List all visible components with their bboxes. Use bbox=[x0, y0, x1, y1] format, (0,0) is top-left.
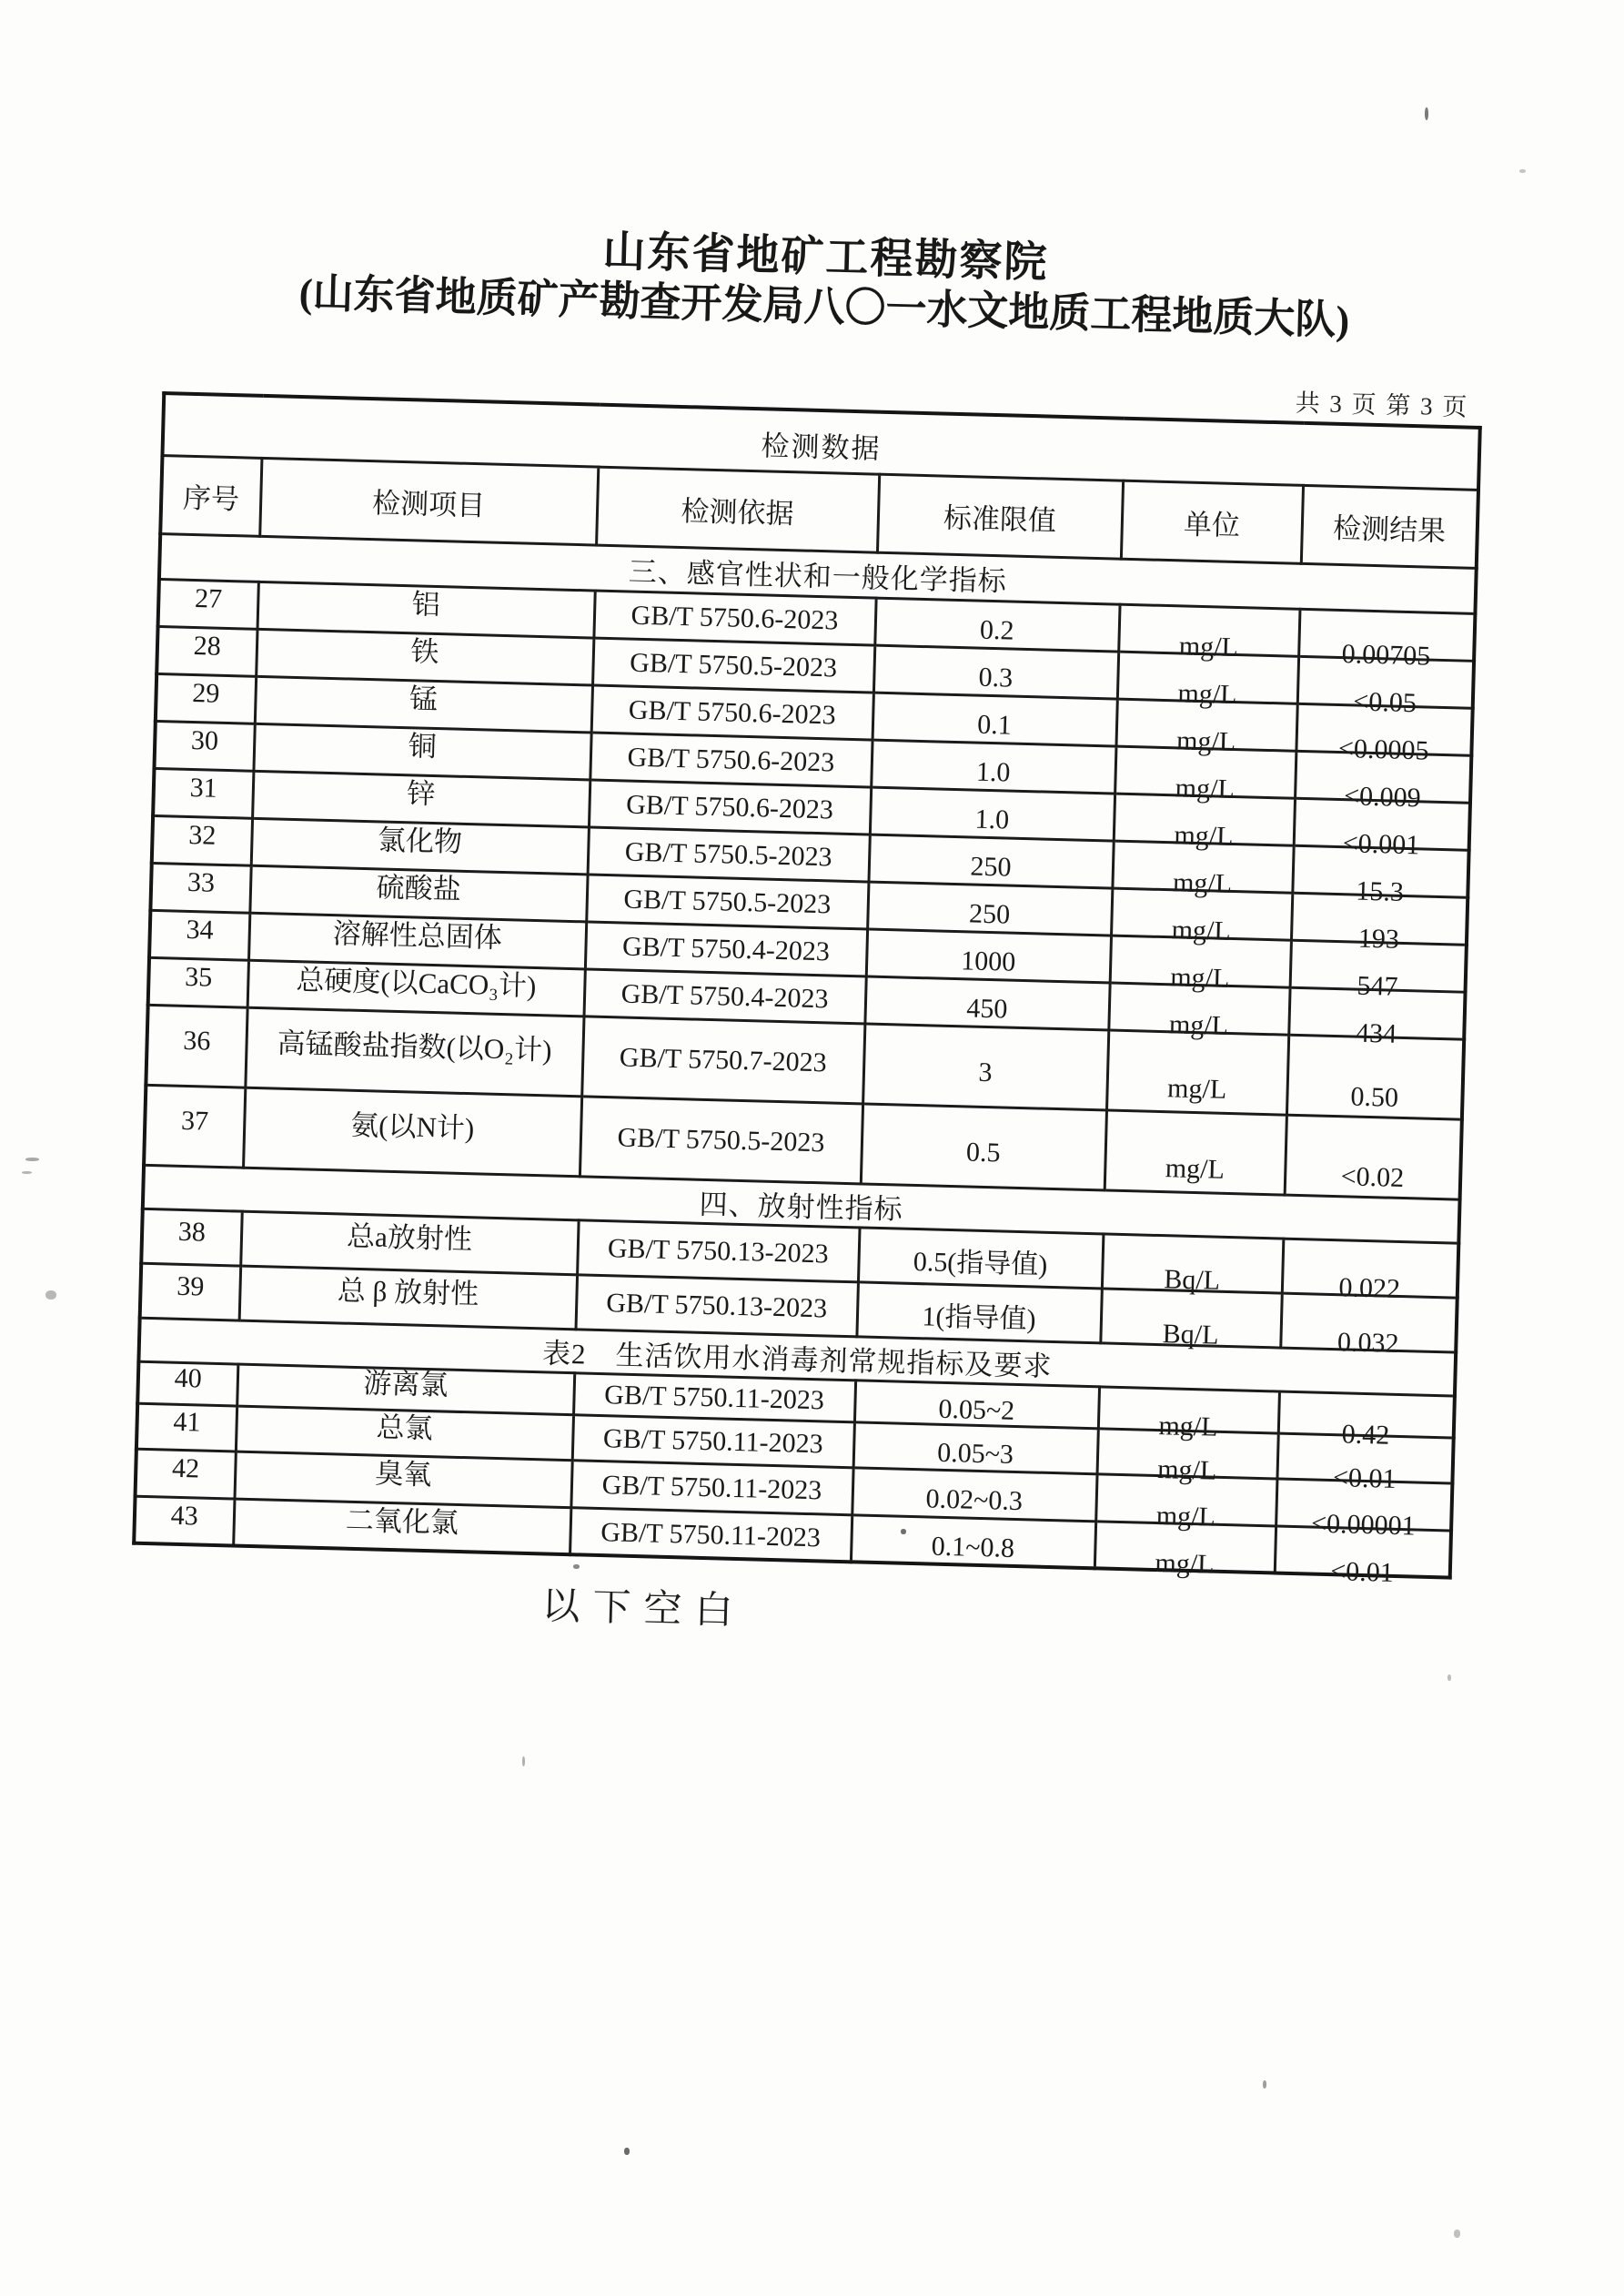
cell-text: 铜 bbox=[408, 730, 438, 764]
section-label: 表2 生活饮用水消毒剂常规指标及要求 bbox=[138, 1318, 1456, 1396]
cell-text: 434 bbox=[1355, 1017, 1397, 1049]
cell-no bbox=[136, 1449, 236, 1499]
cell-unit bbox=[1098, 1387, 1279, 1442]
scan-speck bbox=[624, 2148, 630, 2155]
cell-text: 锰 bbox=[409, 683, 439, 716]
scan-speck bbox=[25, 1158, 39, 1161]
cell-text: <0.0005 bbox=[1337, 733, 1429, 766]
cell-text: mg/L bbox=[1169, 962, 1230, 995]
scan-speck bbox=[1519, 169, 1526, 173]
cell-text: GB/T 5750.11-2023 bbox=[603, 1380, 825, 1416]
cell-text: 0.2 bbox=[979, 614, 1014, 646]
cell-method bbox=[590, 733, 872, 787]
cell-method bbox=[573, 1373, 855, 1422]
cell-unit bbox=[1100, 1289, 1282, 1348]
cell-limit bbox=[856, 1282, 1101, 1343]
cell-result bbox=[1298, 609, 1475, 672]
cell-text: 43 bbox=[170, 1500, 199, 1532]
scan-speck bbox=[522, 1756, 525, 1766]
cell-method bbox=[585, 922, 867, 976]
cell-text: <0.05 bbox=[1352, 686, 1417, 719]
cell-text: 0.3 bbox=[978, 662, 1014, 693]
cell-text: 28 bbox=[193, 631, 222, 662]
cell-no bbox=[137, 1361, 237, 1406]
cell-method bbox=[593, 591, 875, 645]
cell-no bbox=[158, 579, 258, 629]
cell-text: 1.0 bbox=[975, 756, 1011, 788]
cell-text: GB/T 5750.4-2023 bbox=[620, 978, 829, 1015]
cell-method bbox=[589, 780, 871, 834]
cell-text: GB/T 5750.5-2023 bbox=[624, 836, 832, 873]
col-header-no: 序号 bbox=[160, 455, 261, 536]
cell-text: 35 bbox=[184, 962, 213, 993]
col-header-limit: 标准限值 bbox=[877, 474, 1123, 559]
cell-text: 氨(以N计) bbox=[349, 1109, 475, 1145]
scan-speck bbox=[22, 1171, 32, 1174]
cell-text: mg/L bbox=[1155, 1501, 1216, 1532]
cell-text: 39 bbox=[176, 1270, 205, 1302]
cell-text: GB/T 5750.11-2023 bbox=[601, 1470, 822, 1506]
cell-text: 15.3 bbox=[1355, 875, 1405, 908]
cell-text: mg/L bbox=[1178, 631, 1239, 663]
cell-text: 31 bbox=[189, 773, 218, 804]
cell-method bbox=[572, 1415, 854, 1468]
scan-speck bbox=[1425, 107, 1428, 120]
cell-text: <0.009 bbox=[1343, 781, 1422, 814]
cell-text: GB/T 5750.5-2023 bbox=[629, 647, 838, 683]
cell-limit bbox=[874, 598, 1119, 652]
cell-text: 27 bbox=[194, 583, 223, 615]
cell-text: GB/T 5750.6-2023 bbox=[625, 789, 834, 825]
cell-item bbox=[249, 865, 587, 922]
cell-text: 总硬度(以CaCO₃计) bbox=[295, 964, 537, 1003]
cell-limit bbox=[867, 882, 1112, 936]
cell-item bbox=[234, 1451, 571, 1508]
cell-text: 450 bbox=[965, 993, 1008, 1025]
cell-text: mg/L bbox=[1166, 1073, 1227, 1106]
cell-no bbox=[144, 1085, 245, 1168]
cell-no bbox=[153, 768, 253, 818]
cell-text: GB/T 5750.5-2023 bbox=[623, 884, 832, 920]
cell-text: 臭氧 bbox=[374, 1457, 432, 1492]
cell-item bbox=[243, 1087, 581, 1177]
cell-text: 38 bbox=[177, 1216, 207, 1248]
cell-text: 0.5 bbox=[965, 1137, 1001, 1168]
cell-limit bbox=[866, 929, 1111, 983]
cell-text: GB/T 5750.6-2023 bbox=[628, 694, 837, 731]
cell-text: mg/L bbox=[1156, 1454, 1217, 1486]
cell-text: 总氯 bbox=[376, 1411, 434, 1445]
cell-text: 250 bbox=[968, 898, 1011, 930]
table-caption: 检测数据 bbox=[162, 394, 1479, 491]
cell-method bbox=[588, 827, 870, 882]
cell-text: Bq/L bbox=[1163, 1264, 1221, 1296]
cell-text: 0.42 bbox=[1341, 1419, 1390, 1451]
cell-text: mg/L bbox=[1177, 678, 1237, 711]
cell-result bbox=[1285, 1115, 1462, 1199]
cell-method bbox=[592, 638, 874, 693]
cell-text: mg/L bbox=[1175, 725, 1236, 758]
scan-speck bbox=[1263, 2080, 1266, 2089]
cell-limit bbox=[868, 834, 1113, 888]
cell-item bbox=[248, 913, 586, 969]
cell-limit bbox=[853, 1422, 1098, 1474]
cell-text: 32 bbox=[187, 820, 217, 851]
cell-text: 37 bbox=[180, 1106, 209, 1137]
cell-text: 铁 bbox=[409, 635, 439, 669]
cell-text: <0.00001 bbox=[1310, 1508, 1417, 1542]
scan-speck bbox=[1454, 2230, 1460, 2238]
cell-text: 30 bbox=[190, 725, 219, 756]
cell-result bbox=[1278, 1391, 1455, 1451]
test-data-table bbox=[132, 391, 1482, 1588]
cell-item bbox=[251, 818, 589, 875]
cell-limit bbox=[873, 645, 1118, 699]
cell-text: 0.05~3 bbox=[936, 1437, 1014, 1471]
scan-speck bbox=[45, 1290, 56, 1300]
cell-method bbox=[576, 1275, 858, 1337]
cell-no bbox=[149, 910, 249, 960]
cell-limit bbox=[864, 976, 1109, 1030]
below-blank-note: 以下空白 bbox=[540, 1585, 747, 1633]
cell-limit bbox=[870, 787, 1115, 841]
cell-text: GB/T 5750.5-2023 bbox=[617, 1122, 825, 1158]
cell-text: 29 bbox=[191, 678, 220, 709]
cell-item bbox=[256, 629, 593, 685]
cell-text: 0.1~0.8 bbox=[931, 1531, 1015, 1563]
cell-item bbox=[245, 1007, 583, 1097]
cell-method bbox=[581, 1017, 864, 1104]
cell-item bbox=[255, 676, 592, 733]
cell-text: 1(指导值) bbox=[922, 1301, 1036, 1335]
cell-no bbox=[156, 626, 257, 676]
cell-text: 1.0 bbox=[974, 804, 1010, 835]
cell-no bbox=[141, 1209, 242, 1266]
cell-method bbox=[570, 1508, 852, 1563]
cell-text: 氯化物 bbox=[377, 824, 463, 859]
cell-limit bbox=[854, 1381, 1099, 1429]
cell-text: <0.02 bbox=[1340, 1161, 1405, 1194]
cell-no bbox=[146, 1005, 247, 1087]
scan-speck bbox=[573, 1564, 580, 1569]
cell-text: 41 bbox=[173, 1406, 201, 1438]
cell-method bbox=[570, 1461, 852, 1515]
cell-text: 0.02~0.3 bbox=[925, 1483, 1024, 1517]
cell-text: GB/T 5750.7-2023 bbox=[619, 1042, 828, 1078]
cell-text: 0.05~2 bbox=[938, 1393, 1015, 1427]
cell-no bbox=[156, 673, 256, 723]
cell-item bbox=[257, 582, 595, 638]
cell-item bbox=[253, 723, 590, 780]
page-count-label: 共 3 页 第 3 页 bbox=[1295, 389, 1469, 422]
cell-text: 游离氯 bbox=[362, 1367, 449, 1402]
cell-text: mg/L bbox=[1172, 867, 1233, 900]
cell-text: GB/T 5750.6-2023 bbox=[627, 742, 835, 778]
cell-result bbox=[1282, 1239, 1459, 1305]
cell-unit bbox=[1106, 1030, 1288, 1115]
cell-item bbox=[240, 1211, 578, 1275]
cell-text: mg/L bbox=[1175, 773, 1236, 805]
cell-method bbox=[591, 685, 873, 740]
cell-unit bbox=[1102, 1234, 1284, 1296]
cell-text: GB/T 5750.13-2023 bbox=[607, 1233, 830, 1269]
cell-unit bbox=[1118, 604, 1299, 663]
col-header-unit: 单位 bbox=[1121, 480, 1303, 563]
cell-text: 高锰酸盐指数(以O₂计) bbox=[277, 1027, 552, 1067]
cell-text: 1000 bbox=[960, 946, 1016, 977]
cell-text: GB/T 5750.6-2023 bbox=[630, 600, 839, 636]
cell-text: <0.01 bbox=[1329, 1556, 1395, 1588]
scan-speck bbox=[1447, 1674, 1451, 1681]
document-content bbox=[130, 212, 1486, 1654]
cell-text: mg/L bbox=[1174, 820, 1234, 853]
cell-item bbox=[239, 1266, 577, 1330]
cell-text: 0.1 bbox=[976, 709, 1013, 741]
cell-limit bbox=[871, 740, 1115, 794]
cell-text: mg/L bbox=[1171, 915, 1232, 947]
cell-text: 铝 bbox=[411, 588, 441, 622]
cell-limit bbox=[861, 1104, 1106, 1190]
cell-text: mg/L bbox=[1165, 1153, 1226, 1186]
cell-text: 0.032 bbox=[1337, 1327, 1399, 1360]
cell-text: mg/L bbox=[1155, 1547, 1215, 1580]
cell-unit bbox=[1105, 1110, 1286, 1195]
cell-text: Bq/L bbox=[1162, 1319, 1219, 1350]
cell-no bbox=[136, 1403, 237, 1451]
cell-text: 总 β 放射性 bbox=[337, 1274, 479, 1310]
cell-text: GB/T 5750.11-2023 bbox=[602, 1423, 824, 1460]
cell-limit bbox=[862, 1024, 1108, 1110]
cell-method bbox=[580, 1097, 862, 1184]
cell-limit bbox=[851, 1515, 1095, 1569]
cell-method bbox=[586, 875, 868, 929]
cell-item bbox=[252, 771, 590, 827]
cell-text: mg/L bbox=[1168, 1009, 1229, 1042]
cell-text: 42 bbox=[171, 1452, 200, 1484]
cell-no bbox=[154, 721, 254, 771]
cell-text: 总a放射性 bbox=[346, 1220, 473, 1256]
cell-text: 溶解性总固体 bbox=[332, 917, 503, 955]
cell-text: 36 bbox=[182, 1026, 211, 1057]
section-label: 四、放射性指标 bbox=[143, 1165, 1460, 1243]
cell-text: 33 bbox=[187, 867, 216, 898]
cell-item bbox=[233, 1499, 570, 1555]
cell-no bbox=[134, 1496, 234, 1546]
cell-text: GB/T 5750.11-2023 bbox=[600, 1517, 822, 1553]
org-title-secondary: (山东省地质矿产勘查开发局八〇一水文地质工程地质大队) bbox=[298, 269, 1350, 343]
cell-no bbox=[140, 1263, 241, 1320]
cell-text: 193 bbox=[1357, 923, 1400, 955]
col-header-item: 检测项目 bbox=[259, 458, 598, 545]
section-label: 三、感官性状和一般化学指标 bbox=[159, 533, 1477, 613]
cell-method bbox=[577, 1220, 859, 1282]
cell-no bbox=[150, 863, 250, 913]
cell-text: 二氧化氯 bbox=[345, 1503, 459, 1540]
col-header-method: 检测依据 bbox=[596, 467, 879, 552]
cell-item bbox=[247, 960, 585, 1017]
cell-text: 40 bbox=[174, 1362, 203, 1394]
cell-method bbox=[584, 969, 866, 1024]
org-title-primary: 山东省地矿工程勘察院 bbox=[601, 228, 1050, 288]
cell-text: <0.01 bbox=[1332, 1462, 1397, 1495]
col-header-result: 检测结果 bbox=[1301, 485, 1478, 568]
scan-speck bbox=[901, 1529, 906, 1534]
cell-text: 0.5(指导值) bbox=[913, 1247, 1048, 1281]
cell-text: 3 bbox=[978, 1057, 993, 1088]
cell-text: 250 bbox=[970, 851, 1012, 883]
cell-text: GB/T 5750.4-2023 bbox=[621, 931, 831, 967]
cell-text: 547 bbox=[1357, 970, 1398, 1002]
cell-text: mg/L bbox=[1158, 1411, 1218, 1442]
cell-no bbox=[152, 815, 252, 865]
cell-limit bbox=[852, 1468, 1096, 1522]
cell-text: 0.00705 bbox=[1341, 639, 1431, 672]
cell-limit bbox=[858, 1228, 1103, 1289]
cell-text: GB/T 5750.13-2023 bbox=[605, 1288, 828, 1324]
cell-text: 0.50 bbox=[1350, 1081, 1399, 1114]
cell-text: 硫酸盐 bbox=[376, 871, 462, 906]
cell-text: 锌 bbox=[406, 777, 436, 811]
cell-no bbox=[148, 957, 248, 1007]
cell-text: 34 bbox=[186, 915, 215, 946]
cell-limit bbox=[873, 693, 1117, 746]
cell-text: <0.001 bbox=[1342, 828, 1420, 861]
cell-text: 0.022 bbox=[1338, 1272, 1401, 1305]
